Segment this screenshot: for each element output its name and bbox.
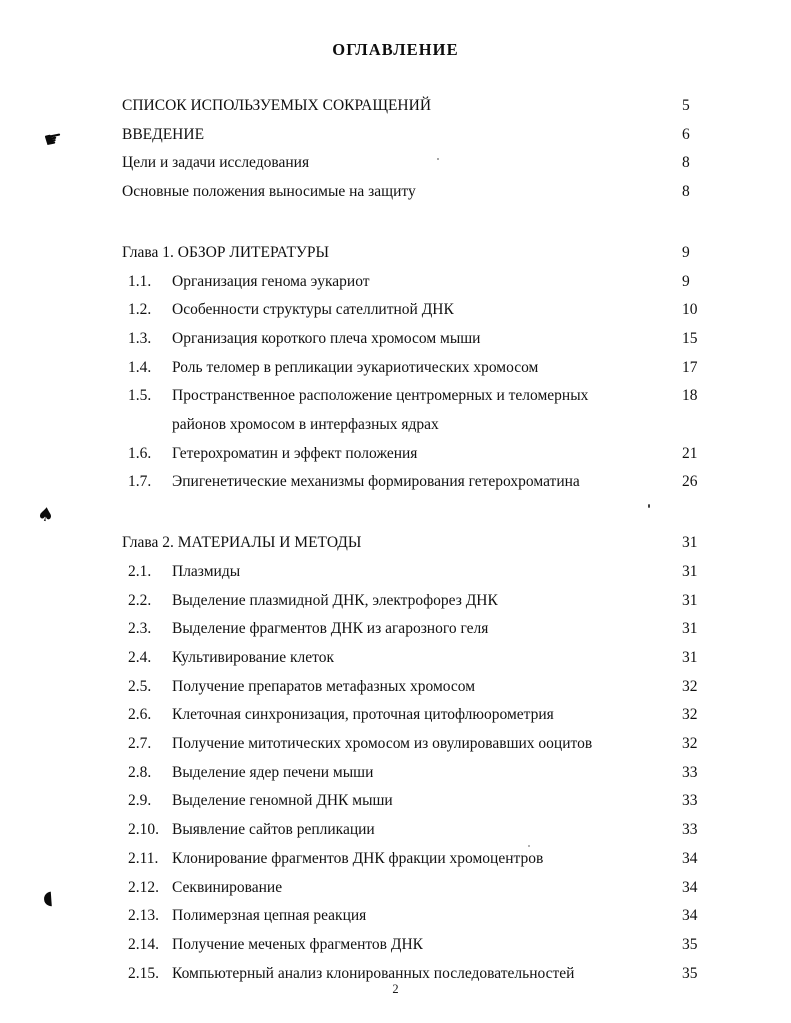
toc-entry-page: 15 [682,329,698,347]
toc-entry-label-line2: районов хромосом в интерфазных ядрах [172,416,439,434]
toc-entry-label: СПИСОК ИСПОЛЬЗУЕМЫХ СОКРАЩЕНИЙ [122,97,432,114]
toc-entry-page: 33 [682,821,698,839]
ink-blot-icon: ♠ [35,502,56,528]
scan-speck [648,504,650,508]
toc-entry-label: Организация короткого плеча хромосом мыши [172,329,481,347]
toc-entry-page: 33 [682,763,698,781]
toc-entry[interactable] [0,673,791,702]
toc-entry-page: 21 [682,444,698,462]
toc-entry[interactable] [0,874,791,903]
toc-entry-label: Компьютерный анализ клонированных последовательностей [172,964,575,982]
toc-entry[interactable] [0,178,791,207]
toc-entry-number: 1.5. [128,387,152,405]
toc-entry-label: Гетерохроматин и эффект положения [172,444,418,462]
toc-entry-label: Особенности структуры сателлитной ДНК [172,301,454,319]
toc-entry-label: Организация генома эукариот [172,272,370,290]
toc-chapter-heading[interactable] [0,239,791,268]
toc-entry-page: 35 [682,964,698,982]
toc-entry-number: 2.2. [128,591,152,609]
toc-entry-page: 34 [682,849,698,867]
toc-entry[interactable] [0,121,791,153]
toc-entry-label: Получение митотических хромосом из овулировавших ооцитов [172,735,593,753]
toc-group-chapter-1 [0,239,791,497]
toc-entry-page: 31 [682,620,698,638]
toc-entry-page: 9 [682,272,690,290]
toc-entry-number: 2.12. [128,878,159,896]
toc-entry[interactable] [0,644,791,673]
ink-blot-icon: ◖ [42,886,54,910]
toc-entry-label: Эпигенетические механизмы формирования гетерохроматина [172,473,580,491]
toc-entry[interactable] [0,845,791,874]
toc-entry-number: 2.10. [128,821,159,839]
toc-entry-label: Клонирование фрагментов ДНК фракции хромоцентров [172,849,544,867]
toc-entry-label: Выделение плазмидной ДНК, электрофорез ДНК [172,591,498,609]
toc-entry-label: Выявление сайтов репликации [172,821,375,839]
toc-entry[interactable] [0,902,791,931]
toc-entry-number: 1.1. [128,272,152,290]
toc-entry-label: Культивирование клеток [172,648,334,666]
toc-chapter-page: 31 [682,534,698,552]
toc-entry-page: 8 [682,183,690,201]
toc-entry-label: Выделение ядер печени мыши [172,763,374,781]
toc-entry-page: 32 [682,735,698,753]
toc-entry[interactable] [0,296,791,325]
toc-entry-number: 2.15. [128,964,159,982]
toc-entry[interactable] [0,558,791,587]
table-of-contents [0,92,791,988]
toc-entry-number: 1.2. [128,301,152,319]
ink-blot-icon: ☛ [41,125,66,153]
toc-entry-page: 17 [682,358,698,376]
toc-entry-label: Полимерзная цепная реакция [172,907,367,925]
toc-entry-number: 2.14. [128,935,159,953]
toc-entry-page: 32 [682,706,698,724]
toc-entry-number: 2.9. [128,792,152,810]
toc-group-front-matter [0,92,791,207]
toc-entry-label: Плазмиды [172,562,241,580]
toc-entry[interactable] [0,615,791,644]
page-title: ОГЛАВЛЕНИЕ [332,40,459,59]
toc-entry-page: 34 [682,907,698,925]
section-spacer [0,207,791,239]
toc-entry-page: 33 [682,792,698,810]
toc-entry-number: 2.13. [128,907,159,925]
toc-entry[interactable] [0,931,791,960]
toc-entry-label: Роль теломер в репликации эукариотических хромосом [172,358,539,376]
toc-entry-page: 18 [682,387,698,405]
toc-entry[interactable] [0,440,791,469]
toc-entry[interactable] [0,268,791,297]
toc-entry-label: Получение меченых фрагментов ДНК [172,935,423,953]
toc-entry-label: Цели и задачи исследования [122,154,310,172]
toc-entry[interactable] [0,382,791,439]
toc-entry-label: Выделение фрагментов ДНК из агарозного геля [172,620,489,638]
toc-entry-label: ВВЕДЕНИЕ [122,125,205,143]
toc-entry-number: 2.5. [128,677,152,695]
toc-entry-number: 2.6. [128,706,152,724]
toc-chapter-label: Глава 2. МАТЕРИАЛЫ И МЕТОДЫ [122,534,362,552]
toc-entry-number: 2.8. [128,763,152,781]
toc-entry-number: 2.1. [128,562,152,580]
toc-entry-number: 2.11. [128,849,159,867]
toc-entry-number: 1.6. [128,444,152,462]
toc-entry[interactable] [0,787,791,816]
toc-entry-label [172,382,682,439]
toc-entry-number: 2.4. [128,648,152,666]
toc-entry-number: 2.3. [128,620,152,638]
toc-entry-label: Основные положения выносимые на защиту [122,183,416,201]
toc-entry-label: Получение препаратов метафазных хромосом [172,677,476,695]
toc-entry[interactable] [0,354,791,383]
section-spacer [0,497,791,529]
toc-entry-number: 1.4. [128,358,152,376]
toc-group-chapter-2 [0,529,791,988]
toc-entry-page: 34 [682,878,698,896]
toc-entry-page: 26 [682,473,698,491]
toc-chapter-page: 9 [682,243,690,261]
toc-entry-number: 1.3. [128,329,152,347]
toc-entry[interactable] [0,816,791,845]
toc-entry[interactable] [0,730,791,759]
toc-entry[interactable] [0,587,791,616]
toc-entry[interactable] [0,325,791,354]
toc-entry-page: 31 [682,591,698,609]
toc-entry-page: 10 [682,301,698,319]
toc-entry-page: 35 [682,935,698,953]
toc-entry-page: 5 [682,97,690,114]
toc-chapter-heading[interactable] [0,529,791,558]
toc-entry-page: 32 [682,677,698,695]
scan-speck [528,845,530,847]
toc-entry-page: 31 [682,648,698,666]
page-number: 2 [392,982,399,996]
toc-entry[interactable] [0,149,791,178]
toc-entry[interactable] [0,759,791,788]
toc-entry-number: 2.7. [128,735,152,753]
toc-entry-label: Секвинирование [172,878,283,896]
toc-entry-number: 1.7. [128,473,152,491]
toc-entry[interactable] [0,468,791,497]
toc-entry-page: 31 [682,562,698,580]
toc-entry-label: Клеточная синхронизация, проточная цитофлюорометрия [172,706,554,724]
toc-entry[interactable] [0,701,791,730]
toc-entry-label: Выделение геномной ДНК мыши [172,792,393,810]
toc-entry[interactable] [0,92,791,121]
toc-chapter-label: Глава 1. ОБЗОР ЛИТЕРАТУРЫ [122,243,330,261]
toc-entry-page: 8 [682,154,690,172]
toc-entry-page: 6 [682,125,690,143]
scan-speck [437,158,439,160]
toc-entry-label-line1: Пространственное расположение центромерных и теломерных [172,387,589,405]
